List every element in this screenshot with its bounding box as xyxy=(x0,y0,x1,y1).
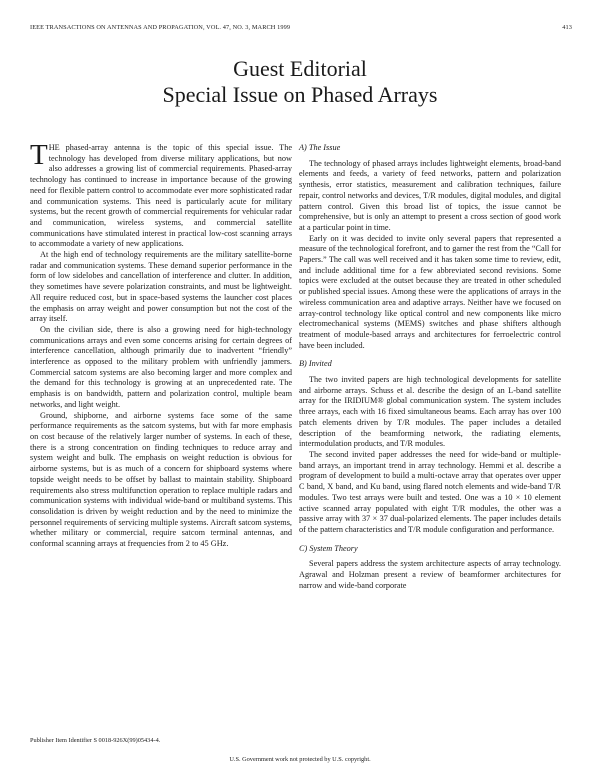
right-column xyxy=(299,143,561,591)
paragraph: The two invited papers are high technological developments for satellite and airborne arrays. Schuss et al. describe the design of an L-band satellite array for the IRIDIUM® global communication system. The system includes three arrays, each with 16 fixed simultaneous beams. Each array has over 100 patch elements driven by T/R modules. The paper includes a detailed description of the beamforming network, the radiating elements, intermodulation products, and T/R modules. xyxy=(299,375,561,449)
journal-citation: IEEE TRANSACTIONS ON ANTENNAS AND PROPAGATION, VOL. 47, NO. 3, MARCH 1999 xyxy=(30,24,291,31)
paragraph: The second invited paper addresses the need for wide-band or multiple-band arrays, an important trend in array technology. Hemmi et al. describe a program of development to build a multi-octave array that operates over upper C band, X band, and Ku band, using flared notch elements and wide-band T/R modules. Two test arrays were built and tested. One was a 10 × 10 element active scanned array populated with eight T/R modules, the other was a passive array with 37 × 37 dual-polarized elements. The paper includes details of the pattern characteristics and T/R module configuration and performance. xyxy=(299,449,561,534)
running-header xyxy=(30,24,572,36)
paragraph: At the high end of technology requirements are the military satellite-borne radar and communication systems. These demand superior performance in the form of low sidelobes and cancellation of interference and clutter. In addition, they sometimes have severe polarization constraints, and must be lightweight. All require reduced cost, but in space-based systems the launcher cost places the emphasis on array weight and power consumption but not the cost of the array itself. xyxy=(30,250,292,324)
paragraph: THE phased-array antenna is the topic of this special issue. The technology has developed from diverse military applications, but now also addresses a growing list of commercial requirements. Phased-array technology has continued to increase in importance because of the growing need for flexible pattern control to accommodate ever more sophisticated radar and communication systems. This need is particularly acute for military systems, but the recent growth of commercial requirements for vehicular radar and communication, wireless systems, and commercial satellite communications have stimulated interest in practical low-cost scanning arrays to accommodate a variety of new applications. xyxy=(30,139,292,249)
section-heading-system-theory: C) System Theory xyxy=(299,543,358,553)
title-line-1: Guest Editorial xyxy=(233,56,367,81)
section-heading-issue: A) The Issue xyxy=(299,143,341,152)
left-column xyxy=(30,139,292,550)
section-heading-invited: B) Invited xyxy=(299,359,332,369)
editorial-title xyxy=(0,56,600,108)
title-line-2: Special Issue on Phased Arrays xyxy=(162,82,438,107)
publisher-item-identifier: Publisher Item Identifier S 0018-926X(99)05434-4. xyxy=(30,737,161,744)
copyright-notice: U.S. Government work not protected by U.S. copyright. xyxy=(229,756,371,763)
drop-cap: T xyxy=(30,139,48,171)
paragraph: Ground, shipborne, and airborne systems face some of the same performance requirements as the satcom systems, but with far more emphasis on cost because of the relatively larger number of systems. In each of these, there is a strong concentration on finding techniques to reduce array and system weight and bulk. The emphasis on weight reduction is obvious for airborne systems, but is as much of a concern for shipboard systems where topside weight needs to be offset by ballast to maintain stability. Shipboard requirements also stress multifunction operation to replace multiple radars and communication systems with individual wide-band or multiband systems. This consolidation is driven by weight reduction and by the need to minimize the personnel requirements of servicing multiple systems. Aircraft satcom systems, whether military or commercial, require satcom terminal antennas, and conformal scanning arrays at frequencies from 2 to 45 GHz. xyxy=(30,410,292,549)
page-number: 413 xyxy=(562,24,572,31)
paragraph: Several papers address the system architecture aspects of array technology. Agrawal and Holzman present a review of beamformer architectures for narrow and wide-band corporate xyxy=(299,559,561,590)
paragraph: The technology of phased arrays includes lightweight elements, broad-band elements and feeds, a variety of feed networks, pattern and polarization synthesis, error statistics, measurement and calibration techniques, failure repair, control networks and devices, T/R modules, digital modules, and digital pattern control. Given this broad list of topics, the issue cannot be comprehensive, but is only an attempt to present a cross section of good work at a particular point in time. xyxy=(299,158,561,232)
paragraph: On the civilian side, there is also a growing need for high-technology communications arrays and even some concerns arising for certain degrees of interference cancellation, although primarily due to inadvertent “friendly” interference as opposed to the military problem with unfriendly jammers. Commercial satcom systems are also becoming larger and more complex and the demand for this technology is growing at an unprecedented rate. The emphasis is on bandwidth, pattern and polarization control, multiple beam networks, and light weight. xyxy=(30,324,292,409)
paragraph: Early on it was decided to invite only several papers that represented a measure of the technological forefront, and to garner the rest from the “Call for Papers.” The call was well received and it has taken some time to review, edit, and include additional time for a few abbreviated second revisions. Some topics were excluded at the outset because they are treated in other scheduled or published special issues. Among these were the applications of arrays in the wireless communication area and adaptive arrays. Neither have we focused on array-control technology like optical control and new components like micro electromechanical systems (MEMS) switches and phase shifters although treatment of module-based arrays and architectures for ferroelectric control have been included. xyxy=(299,233,561,350)
